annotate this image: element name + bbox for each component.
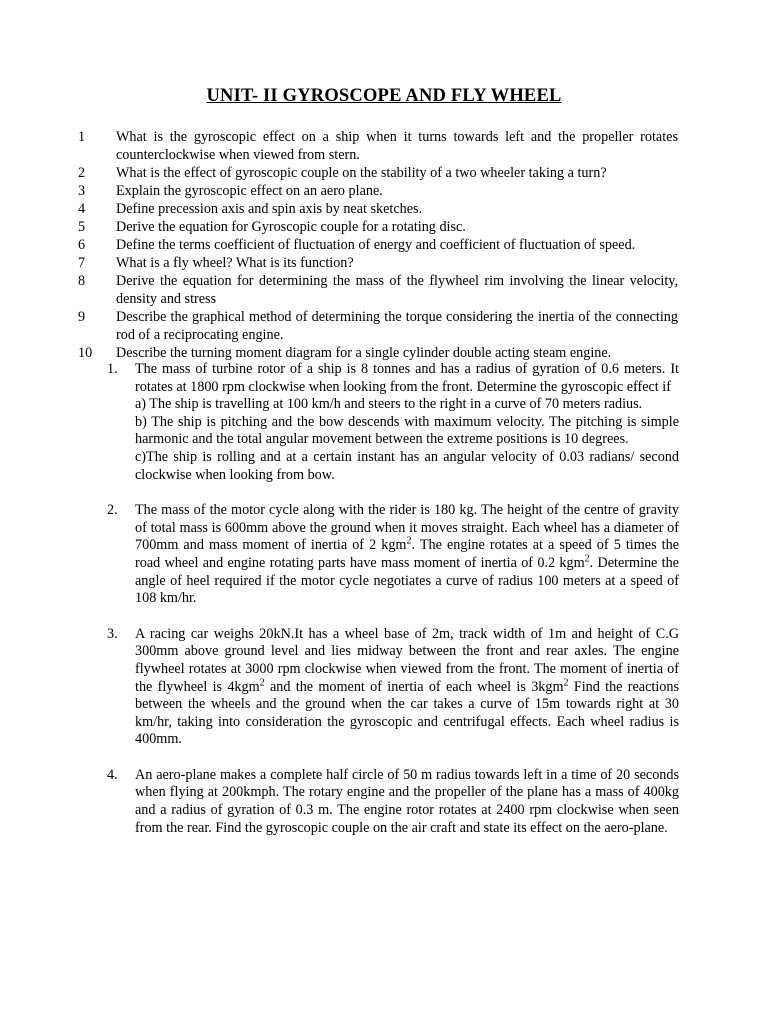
list-item: 2 What is the effect of gyroscopic couple on the stability of a two wheeler taking a turn? (78, 165, 607, 181)
list-item: 1 What is the gyroscopic effect on a ship when it turns towards left and the propeller rotates counterclockwise when viewed from stern. (78, 129, 678, 163)
list-item: 7 What is a fly wheel? What is its function? (78, 255, 354, 271)
list-item: 1. The mass of turbine rotor of a ship is 8 tonnes and has a radius of gyration of 0.6 meters. It rotates at 1800 rpm clockwise when looking from the front. Determine the gyroscopic effect if a) The ship is travelling at 100 km/h and steers to the right in a curve of 70 meters radius. b) The ship is pitching and the bow descends with maximum velocity. The pitching is simple harmonic and the total angular movement between the extreme positions is 10 degrees. c)The ship is rolling and at a certain instant has an angular velocity of 0.03 radians/ second clockwise when looking from bow. (107, 361, 679, 483)
list-item: 4 Define precession axis and spin axis by neat sketches. (78, 201, 423, 217)
list-item: 4. An aero-plane makes a complete half circle of 50 m radius towards left in a time of 20 seconds when flying at 200kmph. The rotary engine and the propeller of the plane has a mass of 400kg and a radius of gyration of 0.3 m. The engine rotor rotates at 2400 rpm clockwise when seen from the rear. Find the gyroscopic couple on the air craft and state its effect on the aero-plane. (107, 766, 679, 836)
list-item: 6 Define the terms coefficient of fluctuation of energy and coefficient of fluctuation of speed. (78, 237, 636, 253)
list-item: 3. A racing car weighs 20kN.It has a wheel base of 2m, track width of 1m and height of C.G 300mm above ground level and lies midway between the front and rear axles. The engine flywheel rotates at 3000 rpm clockwise when viewed from the front. The moment of inertia of the flywheel is 4kgm$^2$ and the moment of inertia of each wheel is 3kgm$^2$ Find the reactions between the wheels and the ground when the car takes a curve of 15m towards right at 30 km/hr, taking into consideration the gyroscopic and centrifugal effects. Each wheel radius is 400mm. (107, 625, 679, 748)
list-item: 3 Explain the gyroscopic effect on an aero plane. (78, 183, 383, 199)
long-questions-list (107, 361, 679, 855)
list-item: 10 Describe the turning moment diagram for a single cylinder double acting steam engine. (78, 345, 612, 361)
page-title: UNIT- II GYROSCOPE AND FLY WHEEL (206, 86, 562, 106)
list-item: 2. The mass of the motor cycle along with the rider is 180 kg. The height of the centre of gravity of total mass is 600mm above the ground when it moves straight. Each wheel has a diameter of 700mm and mass moment of inertia of 2 kgm$^2$. The engine rotates at a speed of 5 times the road wheel and engine rotating parts have mass moment of inertia of 0.2 kgm$^2$. Determine the angle of heel required if the motor cycle negotiates a curve of radius 100 meters at a speed of 108 km/hr. (107, 502, 679, 607)
short-questions-list (78, 128, 678, 362)
list-item: 5 Derive the equation for Gyroscopic couple for a rotating disc. (78, 219, 466, 235)
list-item: 9 Describe the graphical method of determining the torque considering the inertia of the connecting rod of a reciprocating engine. (78, 309, 678, 343)
list-item: 8 Derive the equation for determining the mass of the flywheel rim involving the linear velocity, density and stress (78, 273, 678, 307)
